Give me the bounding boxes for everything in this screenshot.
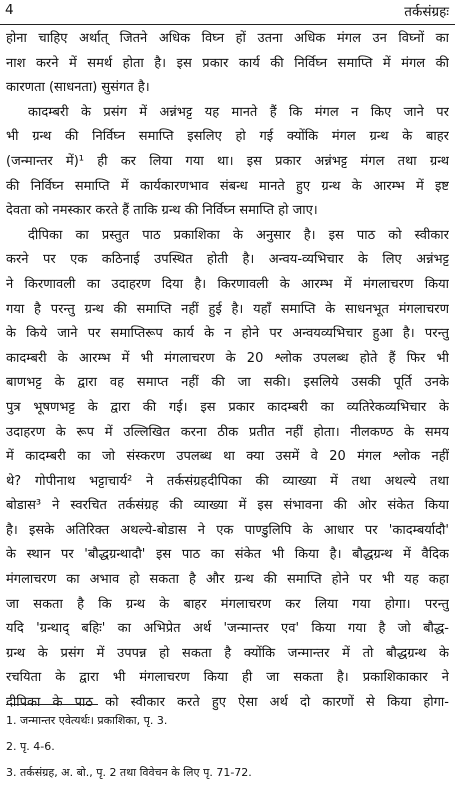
- text-line: गया है परन्तु ग्रन्थ की समाप्ति नहीं हुई है। यहाँ समाप्ति के साधनभूत मंगलाचरण: [6, 301, 449, 317]
- text-line: यदि 'ग्रन्थाद् बहिः' का अभिप्रेत अर्थ 'जन्मान्तर एव' किया गया है जो बौद्ध-: [6, 621, 449, 637]
- text-line: कादम्बरी के आरम्भ में भी मंगलाचरण के 20 श्लोक उपलब्ध होते हैं फिर भी: [6, 350, 449, 366]
- text-line: होना चाहिए अर्थात् जितने अधिक विघ्न हों उतना अधिक मंगल उन विघ्नों का: [6, 31, 449, 46]
- text-line: करने पर एक कठिनाई उपस्थित होती है। अन्वय-व्यभिचार के लिए अन्नंभट्ट: [6, 252, 449, 268]
- body-text: [6, 27, 449, 716]
- header-rule: [0, 24, 455, 25]
- text-line: जा सकता है कि ग्रन्थ के बाहर मंगलाचरण कर लिया गया होगा। परन्तु: [6, 596, 449, 612]
- text-line: बाणभट्ट के द्वारा वह समाप्त नहीं की जा सकी। इसलिये उसकी पूर्ति उनके: [6, 375, 449, 391]
- text-line: (जन्मान्तर में)¹ ही कर लिया गया था। इस प्रकार अन्नंभट्ट मंगल तथा ग्रन्थ: [6, 153, 449, 169]
- text-line: देवता को नमस्कार करते हैं ताकि ग्रन्थ की निर्विघ्न समाप्ति हो जाए।: [6, 203, 318, 219]
- text-line: दीपिका के पाठ को स्वीकार करते हुए ऐसा अर्थ दो कारणों से किया होगा-: [6, 695, 449, 711]
- text-line: मंगलाचरण का अभाव हो सकता है और ग्रन्थ की समाप्ति होने पर भी यह कहा: [6, 572, 449, 588]
- footnote: 2. पृ. 4-6.: [6, 740, 55, 753]
- text-line: थे? गोपीनाथ भट्टाचार्य² ने तर्कसंग्रहदीपिका की व्याख्या में तथा अथल्ये तथा: [6, 473, 449, 489]
- page-header: [5, 2, 449, 24]
- text-line: ग्रन्थ के प्रसंग में उपपन्न हो सकता है क्योंकि जन्मान्तर में तो बौद्धग्रन्थ के: [6, 645, 449, 661]
- text-line: कादम्बरी के प्रसंग में अन्नंभट्ट यह मानते हैं कि मंगल न किए जाने पर: [28, 104, 449, 120]
- footnote-rule: [6, 704, 98, 705]
- text-line: की निर्विघ्न समाप्ति में कार्यकारणभाव संबन्ध मानते हुए ग्रन्थ के आरम्भ में इष्ट: [6, 178, 449, 194]
- text-line: के स्थान पर 'बौद्धग्रन्थादौ' इस पाठ का संकेत भी किया है। बौद्धग्रन्थ में वैदिक: [6, 547, 449, 563]
- footnotes: [6, 708, 446, 786]
- text-line: कारणता (साधनता) सुसंगत है।: [6, 80, 150, 96]
- text-line: रचयिता के द्वारा भी मंगलाचरण किया ही जा सकता है। प्रकाशिकाकार ने: [6, 670, 449, 686]
- footnote: 1. जन्मान्तर एवेत्यर्थः। प्रकाशिका, पृ. 3.: [6, 714, 168, 727]
- text-line: नाश करने में समर्थ होता है। इस प्रकार कार्य की निर्विघ्न समाप्ति में मंगल की: [6, 55, 449, 71]
- text-line: बोडास³ ने स्वरचित तर्कसंग्रह की व्याख्या में इस संभावना की ओर संकेत किया: [6, 498, 449, 514]
- text-line: ने किरणावली का उदाहरण दिया है। किरणावली के आरम्भ में मंगलाचरण किया: [6, 276, 449, 292]
- text-line: है। इसके अतिरिक्त अथल्ये-बोडास ने एक पाण्डुलिपि के आधार पर 'कादम्बर्यादौ': [6, 522, 449, 538]
- text-line: भी ग्रन्थ की निर्विघ्न समाप्ति इसलिए हो गई क्योंकि मंगल ग्रन्थ के बाहर: [6, 129, 449, 145]
- text-line: उदाहरण के रूप में उल्लिखित करना ठीक प्रतीत नहीं होता। नीलकण्ठ के समय: [6, 424, 449, 440]
- text-line: के किये जाने पर समाप्तिरूप कार्य के न होने पर अन्वयव्यभिचार हुआ है। परन्तु: [6, 326, 449, 342]
- running-title: तर्कसंग्रहः: [404, 4, 449, 20]
- page-number: 4: [5, 2, 14, 18]
- footnote: 3. तर्कसंग्रह, अ. बो., पृ. 2 तथा विवेचन के लिए पृ. 71-72.: [6, 766, 252, 779]
- text-line: पुत्र भूषणभट्ट के द्वारा की गई। इस प्रकार कादम्बरी का व्यतिरेकव्यभिचार के: [6, 399, 449, 415]
- text-line: में कादम्बरी का जो संस्करण उपलब्ध था क्या उसमें वे 20 मंगल श्लोक नहीं: [6, 449, 449, 465]
- text-line: दीपिका का प्रस्तुत पाठ प्रकाशिका के अनुसार है। इस पाठ को स्वीकार: [28, 227, 449, 243]
